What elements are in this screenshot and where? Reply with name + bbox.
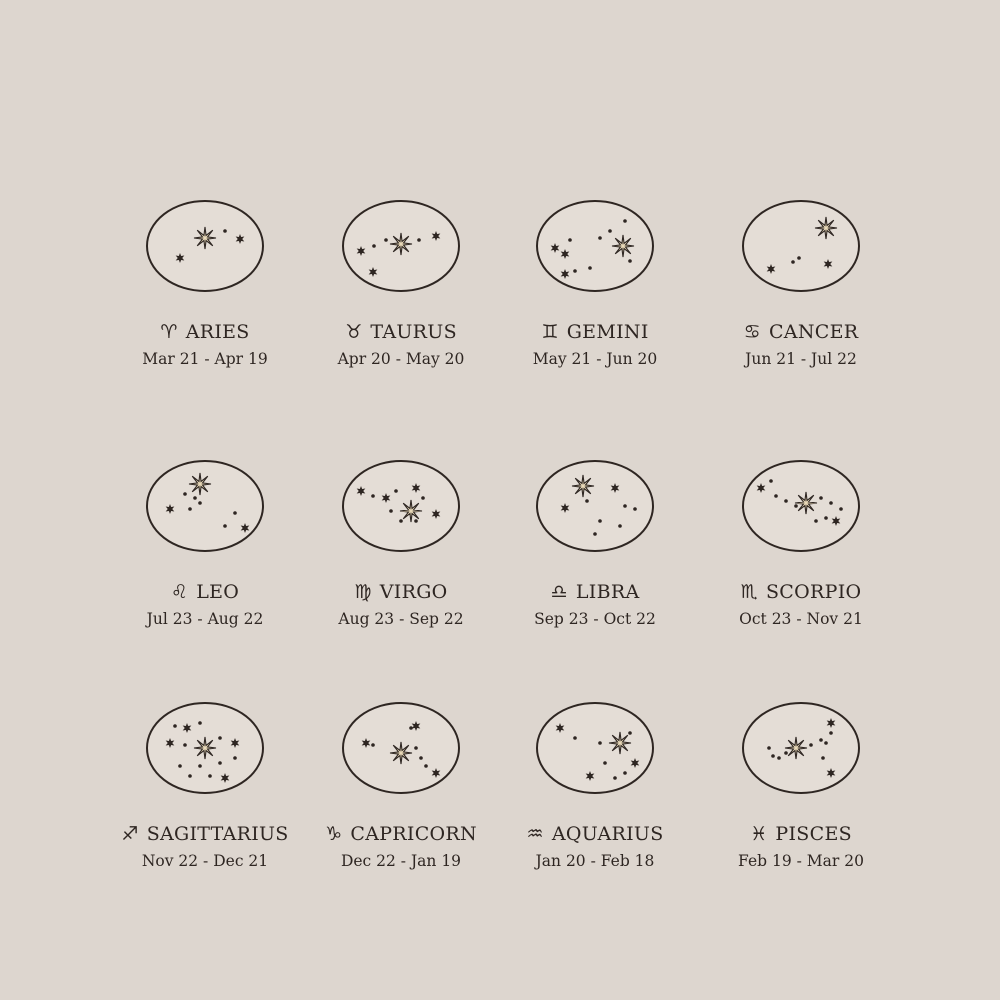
constellation-icon <box>144 458 266 554</box>
star-dot <box>598 236 602 240</box>
sign-dates: Nov 22 - Dec 21 <box>141 852 269 870</box>
star-bright <box>612 235 634 257</box>
star-dot <box>628 731 632 735</box>
oval-frame <box>743 461 859 551</box>
star-dot <box>414 746 418 750</box>
star-dot <box>568 238 572 242</box>
sign-title <box>701 820 901 848</box>
star-dot <box>223 229 227 233</box>
star-dot <box>208 774 212 778</box>
zodiac-symbol-icon: ♋ <box>743 321 761 343</box>
star-dot <box>791 260 795 264</box>
star-bright <box>189 473 211 495</box>
sign-title <box>301 820 501 848</box>
sign-title <box>701 578 901 606</box>
sign-title <box>105 318 305 346</box>
sign-name: ARIES <box>185 321 250 343</box>
oval-frame <box>537 461 653 551</box>
zodiac-card-cancer <box>701 198 901 368</box>
star-dot <box>233 756 237 760</box>
constellation-icon <box>144 700 266 796</box>
star-dot <box>573 736 577 740</box>
sign-dates: Dec 22 - Jan 19 <box>340 852 462 870</box>
star-dot <box>824 516 828 520</box>
zodiac-card-leo <box>105 458 305 628</box>
sign-title <box>301 318 501 346</box>
star-dot <box>613 776 617 780</box>
star-dot <box>794 504 798 508</box>
star-dot <box>188 774 192 778</box>
star-dot <box>797 256 801 260</box>
star-dot <box>218 761 222 765</box>
sign-name: TAURUS <box>370 321 457 343</box>
star-dot <box>223 524 227 528</box>
sign-title <box>701 318 901 346</box>
zodiac-symbol-icon: ♏ <box>740 581 758 603</box>
star-dot <box>623 219 627 223</box>
star-dot <box>809 743 813 747</box>
constellation-icon <box>740 198 862 294</box>
sign-dates: Jul 23 - Aug 22 <box>146 610 264 628</box>
star-dot <box>585 499 589 503</box>
star-dot <box>608 229 612 233</box>
star-bright <box>795 492 817 514</box>
constellation-icon <box>340 700 462 796</box>
star-dot <box>623 771 627 775</box>
sign-title <box>301 578 501 606</box>
star-dot <box>819 496 823 500</box>
star-dot <box>421 496 425 500</box>
sign-dates: Jun 21 - Jul 22 <box>745 350 857 368</box>
sign-name: CAPRICORN <box>350 823 477 845</box>
star-dot <box>633 507 637 511</box>
sign-title <box>495 578 695 606</box>
star-dot <box>839 507 843 511</box>
star-dot <box>593 532 597 536</box>
star-bright <box>194 227 216 249</box>
sign-name: LEO <box>196 581 240 603</box>
zodiac-symbol-icon: ♒ <box>526 823 544 845</box>
constellation-icon <box>740 458 862 554</box>
star-dot <box>829 731 833 735</box>
sign-name: PISCES <box>775 823 852 845</box>
star-dot <box>814 519 818 523</box>
star-dot <box>389 509 393 513</box>
star-bright <box>815 217 837 239</box>
star-dot <box>198 501 202 505</box>
star-dot <box>767 746 771 750</box>
sign-dates: Oct 23 - Nov 21 <box>739 610 863 628</box>
star-dot <box>618 524 622 528</box>
zodiac-card-sagittarius <box>105 700 305 870</box>
sign-name: AQUARIUS <box>551 823 664 845</box>
zodiac-card-aries <box>105 198 305 368</box>
star-dot <box>372 244 376 248</box>
constellation-icon <box>534 198 656 294</box>
star-dot <box>183 492 187 496</box>
sign-name: LIBRA <box>575 581 640 603</box>
star-dot <box>598 519 602 523</box>
zodiac-symbol-icon: ♑ <box>325 823 343 845</box>
constellation-icon <box>340 198 462 294</box>
star-dot <box>188 507 192 511</box>
star-dot <box>371 743 375 747</box>
star-bright <box>572 475 594 497</box>
star-bright <box>609 732 631 754</box>
star-dot <box>784 499 788 503</box>
star-dot <box>771 754 775 758</box>
constellation-icon <box>534 700 656 796</box>
star-dot <box>198 721 202 725</box>
star-dot <box>419 756 423 760</box>
oval-frame <box>147 461 263 551</box>
zodiac-symbol-icon: ♐ <box>121 823 139 845</box>
star-dot <box>183 743 187 747</box>
oval-frame <box>537 703 653 793</box>
zodiac-card-gemini <box>495 198 695 368</box>
star-dot <box>573 269 577 273</box>
star-dot <box>233 511 237 515</box>
zodiac-card-pisces <box>701 700 901 870</box>
star-dot <box>774 494 778 498</box>
zodiac-symbol-icon: ♍ <box>354 581 372 603</box>
star-bright <box>390 233 412 255</box>
constellation-icon <box>534 458 656 554</box>
sign-name: GEMINI <box>566 321 649 343</box>
zodiac-card-aquarius <box>495 700 695 870</box>
zodiac-card-taurus <box>301 198 501 368</box>
sign-name: SAGITTARIUS <box>146 823 289 845</box>
star-dot <box>588 266 592 270</box>
star-dot <box>178 764 182 768</box>
zodiac-symbol-icon: ♓ <box>750 823 768 845</box>
star-dot <box>598 741 602 745</box>
constellation-icon <box>144 198 266 294</box>
sign-dates: Apr 20 - May 20 <box>337 350 465 368</box>
star-dot <box>769 479 773 483</box>
star-bright <box>785 737 807 759</box>
star-dot <box>414 519 418 523</box>
sign-name: CANCER <box>768 321 859 343</box>
zodiac-symbol-icon: ♈ <box>160 321 178 343</box>
sign-dates: Sep 23 - Oct 22 <box>534 610 656 628</box>
star-dot <box>173 724 177 728</box>
zodiac-symbol-icon: ♎ <box>550 581 568 603</box>
sign-name: VIRGO <box>379 581 448 603</box>
star-dot <box>603 761 607 765</box>
zodiac-card-virgo <box>301 458 501 628</box>
star-dot <box>784 751 788 755</box>
star-dot <box>384 238 388 242</box>
star-dot <box>218 736 222 740</box>
star-bright <box>400 500 422 522</box>
zodiac-card-scorpio <box>701 458 901 628</box>
sign-title <box>105 820 305 848</box>
star-dot <box>394 489 398 493</box>
star-dot <box>829 501 833 505</box>
star-dot <box>198 764 202 768</box>
star-dot <box>399 519 403 523</box>
star-dot <box>824 741 828 745</box>
sign-name: SCORPIO <box>765 581 862 603</box>
sign-dates: May 21 - Jun 20 <box>532 350 658 368</box>
star-bright <box>194 737 216 759</box>
sign-title <box>105 578 305 606</box>
zodiac-symbol-icon: ♉ <box>345 321 363 343</box>
star-dot <box>819 738 823 742</box>
star-dot <box>821 756 825 760</box>
oval-frame <box>343 461 459 551</box>
star-dot <box>193 496 197 500</box>
sign-title <box>495 820 695 848</box>
zodiac-symbol-icon: ♌ <box>170 581 189 603</box>
zodiac-symbol-icon: ♊ <box>541 321 559 343</box>
sign-dates: Jan 20 - Feb 18 <box>535 852 655 870</box>
constellation-icon <box>340 458 462 554</box>
star-dot <box>623 504 627 508</box>
zodiac-card-capricorn <box>301 700 501 870</box>
sign-title <box>495 318 695 346</box>
zodiac-card-libra <box>495 458 695 628</box>
sign-dates: Aug 23 - Sep 22 <box>338 610 464 628</box>
star-dot <box>424 764 428 768</box>
star-dot <box>777 756 781 760</box>
star-dot <box>371 494 375 498</box>
star-dot <box>628 259 632 263</box>
star-dot <box>417 238 421 242</box>
sign-dates: Feb 19 - Mar 20 <box>738 852 864 870</box>
constellation-icon <box>740 700 862 796</box>
oval-frame <box>743 201 859 291</box>
star-bright <box>390 742 412 764</box>
sign-dates: Mar 21 - Apr 19 <box>142 350 268 368</box>
